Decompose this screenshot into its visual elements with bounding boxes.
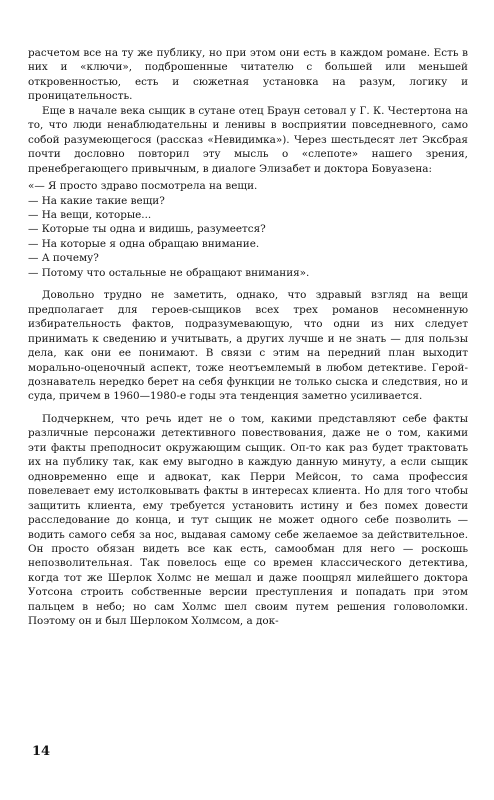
paragraph-4: Подчеркнем, что речь идет не о том, какими представляют себе факты различные персонажи детективного повествования, даже не о том, какими эти факты преподносит окружающим сыщик. Оп-то как раз будет трактовать их на публику так, как ему выгодно в каждую данную минуту, а если сыщик одновременно еще и адвокат, как Перри Мейсон, то сама профессия повелевает ему истолковывать факты в интересах клиента. Но для того чтобы защитить клиента, ему требуется установить истину и без помех довести расследование до конца, и тут сыщик не может одного себе позволить — водить самого себя за нос, выдавая самому себе желаемое за действительное. Он просто обязан видеть все как есть, самообман для него — роскошь непозволительная. Так повелось еще со времен классического детектива, когда тот же Шерлок Холмс не мешал и даже поощрял милейшего доктора Уотсона строить собственные версии преступления и попадать при этом пальцем в небо; но сам Холмс шел своим путем решения головоломки. Поэтому он и был Шерлоком Холмсом, а док- (28, 412, 468, 628)
dialog-line: — Потому что остальные не обращают внимания». (28, 266, 310, 279)
paragraph-2: Еще в начале века сыщик в сутане отец Браун сетовал у Г. К. Честертона на то, что люди ненаблюдательны и ленивы в восприятии повседневного, само собой разумеющегося (рассказ «Невидимка»). Через шестьдесят лет Эксбрая почти дословно повторил эту мысль о «слепоте» нашего зрения, пренебрегающего привычным, в диалоге Элизабет и доктора Бовуазена: (28, 104, 468, 175)
dialog-line: — На какие такие вещи? (28, 194, 165, 207)
page-number: 14 (32, 744, 51, 759)
paragraph-3: Довольно трудно не заметить, однако, что здравый взгляд на вещи предполагает для героев-сыщиков всех трех романов несомненную избирательность фактов, подразумевающую, что одни из них следует принимать к сведению и учитывать, а других лучше и не знать — для пользы дела, как они ее понимают. В связи с этим на передний план выходит морально-оценочный аспект, тоже неотъемлемый в любом детективе. Герой-дознаватель нередко берет на себя функции не только сыска и следствия, но и суда, причем в 1960—1980-е годы эта тенденция заметно усиливается. (28, 289, 468, 403)
dialog-line: — На которые я одна обращаю внимание. (28, 237, 260, 250)
dialog-block (28, 179, 468, 280)
dialog-line: — А почему? (28, 252, 99, 265)
dialog-line: — Которые ты одна и видишь, разумеется? (28, 223, 266, 236)
dialog-line: — На вещи, которые... (28, 208, 152, 221)
paragraph-1: расчетом все на ту же публику, но при этом они есть в каждом романе. Есть в них и «ключи», подброшенные читателю с большей или меньшей откровенностью, есть и сюжетная установка на разум, логику и проницательность. (28, 47, 468, 103)
text-column (28, 46, 468, 629)
dialog-line: «— Я просто здраво посмотрела на вещи. (28, 180, 258, 193)
